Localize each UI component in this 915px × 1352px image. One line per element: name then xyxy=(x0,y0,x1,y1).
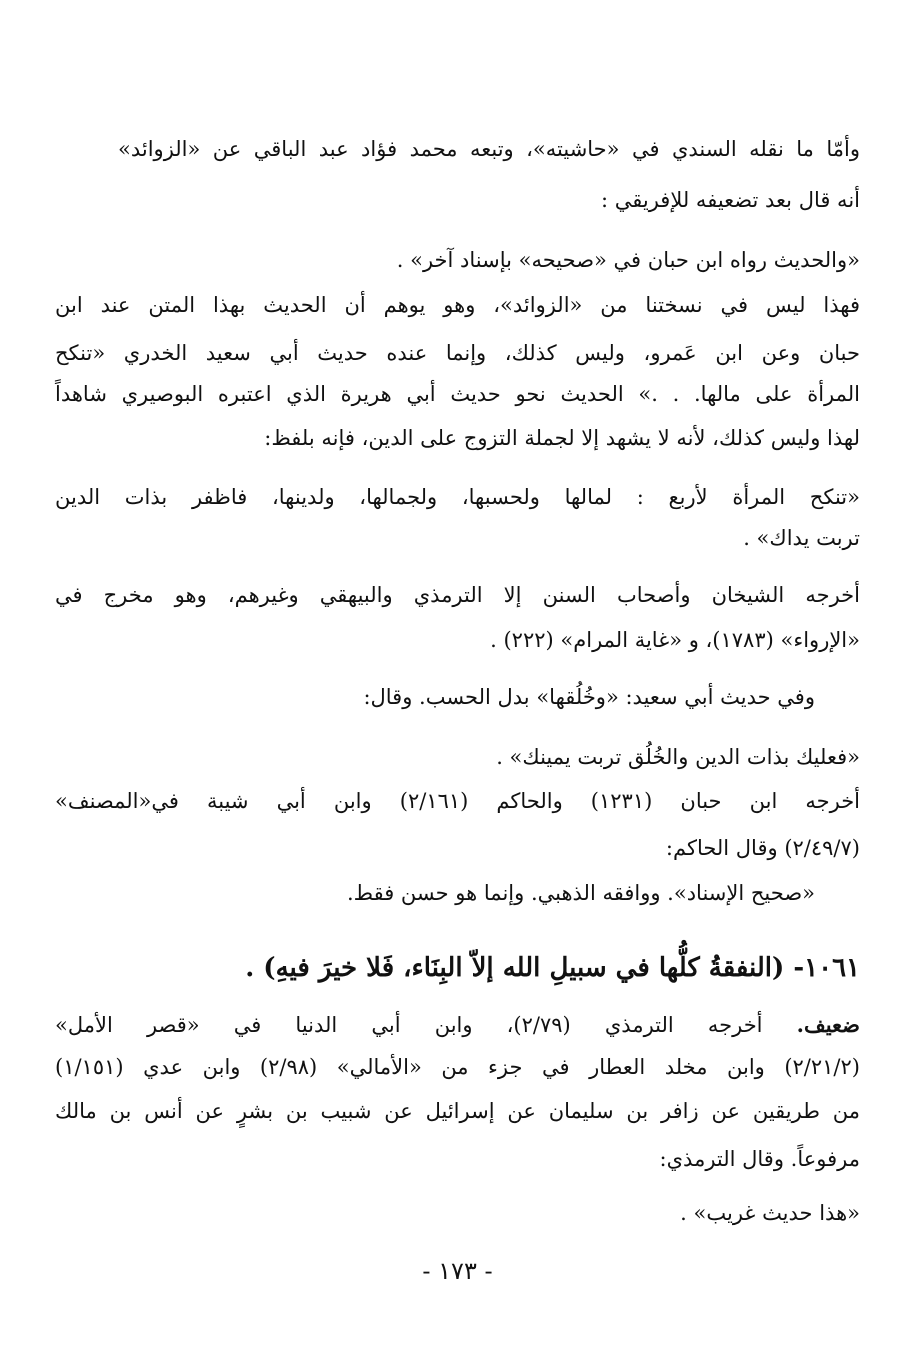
paragraph-line: وفي حديث أبي سعيد: «وخُلُقها» بدل الحسب. وقال: xyxy=(363,685,815,709)
quote-line: «فعليك بذات الدين والخُلُق تربت يمينك» . xyxy=(496,745,860,769)
paragraph-line: أخرجه الشيخان وأصحاب السنن إلا الترمذي والبيهقي وغيرهم، وهو مخرج في xyxy=(55,583,860,607)
paragraph-text: أخرجه الترمذي (٢/٧٩)، وابن أبي الدنيا في «قصر الأمل» xyxy=(55,1013,797,1037)
hadith-heading: ١٠٦١- (النفقةُ كلُّها في سبيلِ الله إلاّ البِنَاء، فَلا خيرَ فيهِ) . xyxy=(245,953,860,983)
quote-line: «هذا حديث غريب» . xyxy=(680,1201,860,1225)
quote-line: «تنكح المرأة لأربع : لمالها ولحسبها، ولجمالها، ولدينها، فاظفر بذات الدين xyxy=(55,485,860,509)
paragraph-line: (٢/٢١/٢) وابن مخلد العطار في جزء من «الأمالي» (٢/٩٨) وابن عدي (١/١٥١) xyxy=(55,1055,860,1079)
paragraph-line: المرأة على مالها. . .» الحديث نحو حديث أبي هريرة الذي اعتبره البوصيري شاهداً xyxy=(55,382,860,406)
quote-line: «والحديث رواه ابن حبان في «صحيحه» بإسناد آخر» . xyxy=(396,248,860,272)
paragraph-line: حبان وعن ابن عَمرو، وليس كذلك، وإنما عنده حديث أبي سعيد الخدري «تنكح xyxy=(55,341,860,365)
paragraph-line: «الإرواء» (١٧٨٣)، و «غاية المرام» (٢٢٢) . xyxy=(490,628,860,652)
quote-line: «صحيح الإسناد». ووافقه الذهبي. وإنما هو حسن فقط. xyxy=(346,881,815,905)
page-number: - ١٧٣ - xyxy=(422,1257,493,1285)
paragraph-line: فهذا ليس في نسختنا من «الزوائد»، وهو يوهم أن الحديث بهذا المتن عند ابن xyxy=(55,293,860,317)
paragraph-line: من طريقين عن زافر بن سليمان عن إسرائيل عن شبيب بن بشرٍ عن أنس بن مالك xyxy=(55,1099,860,1123)
quote-line: تربت يداك» . xyxy=(743,526,860,550)
grade-label: ضعيف. xyxy=(796,1012,860,1037)
paragraph-line: لهذا وليس كذلك، لأنه لا يشهد إلا لجملة التزوج على الدين، فإنه بلفظ: xyxy=(264,426,860,450)
paragraph-line xyxy=(55,1010,860,1040)
paragraph-line: وأمّا ما نقله السندي في «حاشيته»، وتبعه محمد فؤاد عبد الباقي عن «الزوائد» xyxy=(118,137,860,161)
paragraph-line: (٢/٤٩/٧) وقال الحاكم: xyxy=(665,836,860,860)
paragraph-line: أخرجه ابن حبان (١٢٣١) والحاكم (٢/١٦١) وابن أبي شيبة في«المصنف» xyxy=(55,789,861,813)
paragraph-line: أنه قال بعد تضعيفه للإفريقي : xyxy=(600,188,860,212)
paragraph-line: مرفوعاً. وقال الترمذي: xyxy=(659,1147,860,1171)
